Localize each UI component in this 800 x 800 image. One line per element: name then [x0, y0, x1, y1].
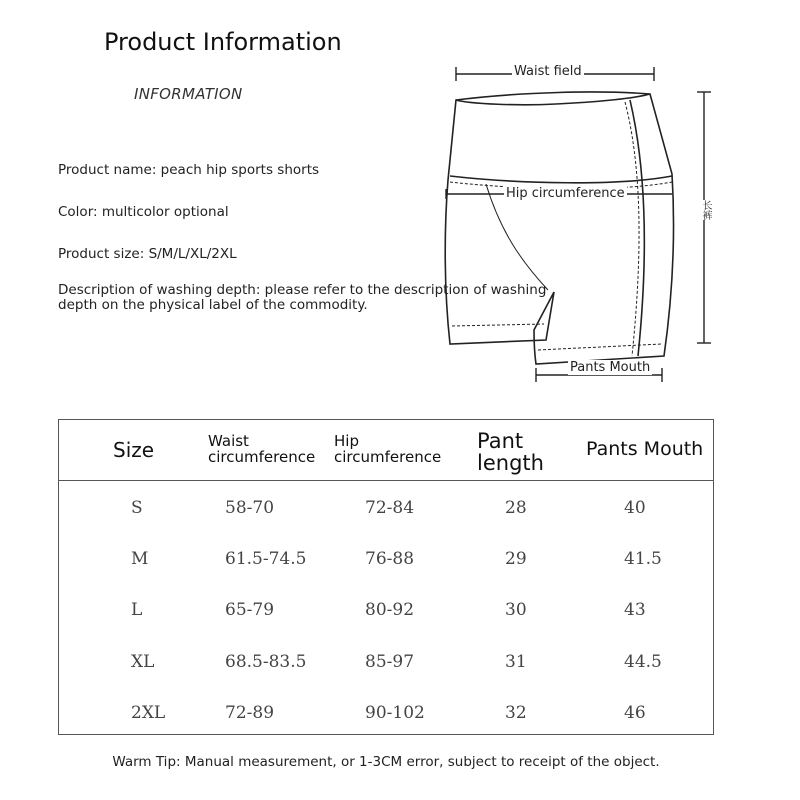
hip-label: Hip circumference [506, 186, 625, 201]
warm-tip: Warm Tip: Manual measurement, or 1-3CM error, subject to receipt of the object. [112, 754, 660, 770]
mouth-label: Pants Mouth [570, 360, 651, 375]
cell-mouth: 46 [624, 703, 646, 723]
cell-hip: 76-88 [365, 549, 415, 569]
table-divider [59, 480, 713, 481]
table-row [59, 549, 713, 573]
cell-length: 29 [505, 549, 527, 569]
cell-hip: 90-102 [365, 703, 425, 723]
header-size: Size [113, 438, 155, 462]
table-row [59, 498, 713, 522]
header-pant-length: Pant length [477, 429, 544, 476]
cell-length: 31 [505, 652, 527, 672]
cell-size: 2XL [131, 703, 166, 723]
cell-mouth: 43 [624, 600, 646, 620]
size-table [58, 419, 714, 735]
cell-hip: 85-97 [365, 652, 415, 672]
product-name: Product name: peach hip sports shorts [58, 162, 320, 178]
cell-waist: 65-79 [225, 600, 275, 620]
cell-waist: 58-70 [225, 498, 275, 518]
header-hip: Hip circumference [334, 432, 442, 466]
page-title: Product Information [104, 28, 342, 56]
waist-label: Waist field [514, 64, 582, 79]
cell-size: S [131, 498, 143, 518]
product-size: Product size: S/M/L/XL/2XL [58, 246, 237, 262]
cell-length: 32 [505, 703, 527, 723]
length-label: 长裤 [700, 200, 711, 220]
cell-waist: 72-89 [225, 703, 275, 723]
cell-mouth: 44.5 [624, 652, 662, 672]
cell-length: 30 [505, 600, 527, 620]
cell-hip: 80-92 [365, 600, 415, 620]
cell-size: XL [131, 652, 155, 672]
cell-length: 28 [505, 498, 527, 518]
page-subtitle: INFORMATION [134, 85, 243, 103]
cell-waist: 68.5-83.5 [225, 652, 307, 672]
cell-mouth: 40 [624, 498, 646, 518]
header-pants-mouth: Pants Mouth [586, 438, 704, 460]
table-row [59, 652, 713, 676]
header-waist: Waist circumference [208, 432, 316, 466]
table-row [59, 703, 713, 727]
washing-description: Description of washing depth: please refer to the description of washing depth on the physical label of the commodity. [58, 282, 547, 313]
table-row [59, 600, 713, 624]
cell-waist: 61.5-74.5 [225, 549, 307, 569]
cell-size: L [131, 600, 143, 620]
cell-mouth: 41.5 [624, 549, 662, 569]
shorts-outline [445, 92, 673, 364]
product-color: Color: multicolor optional [58, 204, 229, 220]
cell-hip: 72-84 [365, 498, 415, 518]
cell-size: M [131, 549, 149, 569]
